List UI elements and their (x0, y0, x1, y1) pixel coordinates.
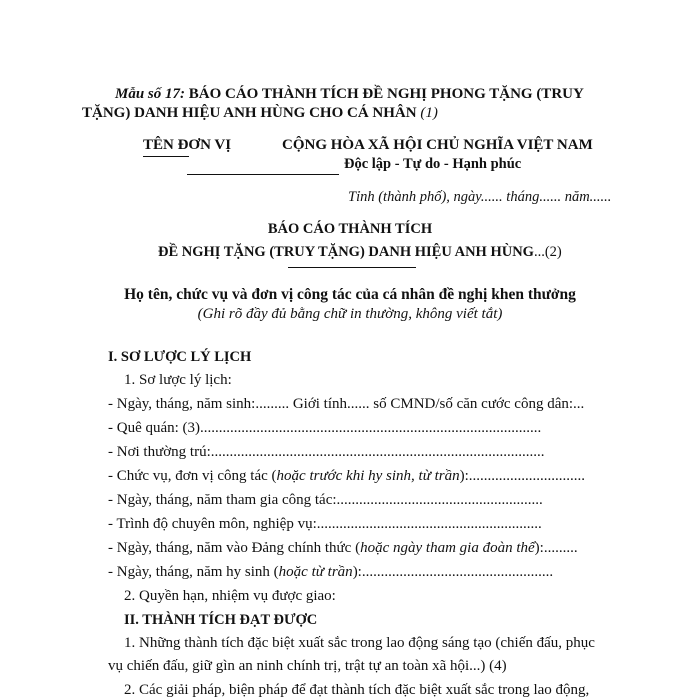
bio-item-work-start: - Ngày, tháng, năm tham gia công tác:....................................................... (108, 492, 543, 508)
report-subtitle-text: ĐỀ NGHỊ TẶNG (TRUY TẶNG) DANH HIỆU ANH HÙNG (158, 244, 534, 260)
bio-item-qualification: - Trình độ chuyên môn, nghiệp vụ:............................................................ (108, 516, 542, 532)
person-heading: Họ tên, chức vụ và đơn vị công tác của cá nhân đề nghị khen thưởng (124, 286, 576, 303)
report-subtitle (158, 244, 562, 261)
report-subtitle-note: ...(2) (533, 244, 562, 260)
unit-name: TÊN ĐƠN VỊ (143, 137, 232, 153)
form-title-text-2: TẶNG) DANH HIỆU ANH HÙNG CHO CÁ NHÂN (82, 105, 417, 121)
bio-item-death (108, 564, 553, 581)
motto-underline (187, 174, 339, 175)
achievement-para1-line2: vụ chiến đấu, giữ gìn an ninh chính trị, trật tự an toàn xã hội...) (4) (108, 658, 507, 674)
unit-underline (143, 156, 189, 157)
form-title-line2 (82, 105, 438, 122)
bio-item-party-post: ):......... (534, 540, 578, 556)
bio-item-death-post: ):................................................... (352, 564, 554, 580)
bio-item-position-italic: hoặc trước khi hy sinh, từ trần (276, 468, 460, 484)
bio-item-hometown: - Quê quán: (3)........................................................................................... (108, 420, 542, 436)
bio-item-death-italic: hoặc từ trần (278, 564, 353, 580)
person-note: (Ghi rõ đầy đủ bằng chữ in thường, không viết tắt) (197, 306, 503, 322)
motto: Độc lập - Tự do - Hạnh phúc (344, 156, 522, 172)
bio-item-party-pre: - Ngày, tháng, năm vào Đảng chính thức ( (108, 540, 361, 556)
section-1-sub2: 2. Quyền hạn, nhiệm vụ được giao: (124, 588, 336, 604)
bio-item-position-post: ):............................... (459, 468, 586, 484)
form-title-line1 (115, 86, 584, 103)
report-title-underline (288, 267, 416, 268)
bio-item-death-pre: - Ngày, tháng, năm hy sinh ( (108, 564, 279, 580)
form-number: Mẫu số 17: (115, 86, 186, 102)
form-title-note: (1) (420, 105, 438, 121)
bio-item-position-pre: - Chức vụ, đơn vị công tác ( (108, 468, 277, 484)
section-1-sub1: 1. Sơ lược lý lịch: (124, 372, 232, 388)
bio-item-birth: - Ngày, tháng, năm sinh:......... Giới tính...... số CMND/số căn cước công dân:... (108, 396, 585, 412)
section-1-heading: I. SƠ LƯỢC LÝ LỊCH (108, 349, 252, 365)
report-title: BÁO CÁO THÀNH TÍCH (267, 221, 433, 237)
bio-item-party (108, 540, 578, 557)
achievement-para1-line1: 1. Những thành tích đặc biệt xuất sắc trong lao động sáng tạo (chiến đấu, phục (124, 635, 595, 651)
form-title-text: BÁO CÁO THÀNH TÍCH ĐỀ NGHỊ PHONG TẶNG (TRUY (188, 86, 584, 102)
bio-item-residence: - Nơi thường trú:......................................................................................... (108, 444, 545, 460)
achievement-para2-line1: 2. Các giải pháp, biện pháp để đạt thành tích đặc biệt xuất sắc trong lao động, (124, 682, 590, 698)
bio-item-position (108, 468, 585, 485)
section-2-heading: II. THÀNH TÍCH ĐẠT ĐƯỢC (124, 612, 318, 628)
republic-name: CỘNG HÒA XÃ HỘI CHỦ NGHĨA VIỆT NAM (282, 137, 593, 153)
bio-item-party-italic: hoặc ngày tham gia đoàn thể (360, 540, 535, 556)
place-date: Tỉnh (thành phố), ngày...... tháng...... năm...... (348, 189, 612, 205)
